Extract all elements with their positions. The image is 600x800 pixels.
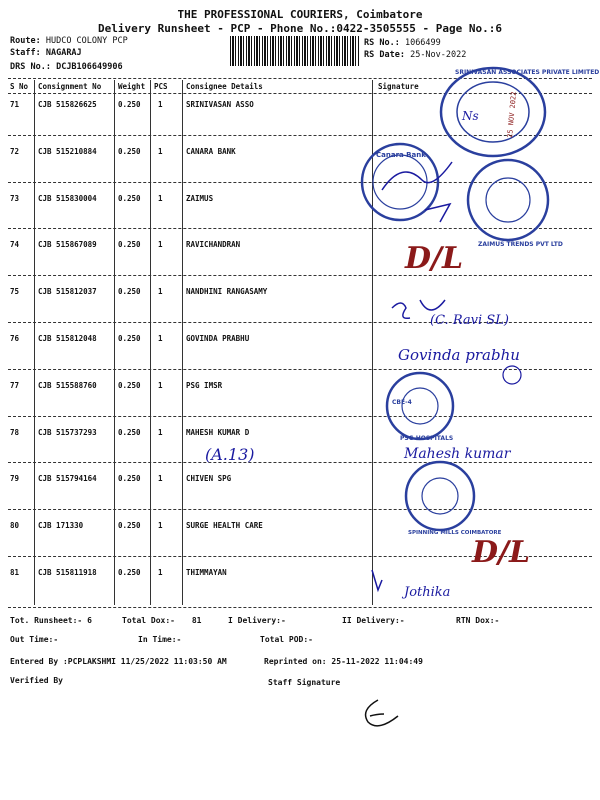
row-pcs: 1 <box>158 240 163 250</box>
psg-cbe-text: CBE-4 <box>392 399 412 406</box>
row-consignment-no: CJB 515811918 <box>38 568 97 577</box>
row-consignee: SRINIVASAN ASSO <box>186 100 254 109</box>
row-weight: 0.250 <box>118 100 141 109</box>
handwriting-row74: D/L <box>405 241 464 276</box>
row-pcs: 1 <box>158 146 163 156</box>
stamp-date: 25 NOV 2022 <box>506 91 519 139</box>
out-time: Out Time:- <box>10 635 59 644</box>
row-consignment-no: CJB 515812048 <box>38 334 97 343</box>
row-weight: 0.250 <box>118 474 141 484</box>
col-consignment: Consignment No <box>38 82 102 91</box>
row-consignee: CANARA BANK <box>186 146 236 156</box>
row-sno: 75 <box>10 287 20 297</box>
row-consignee: MAHESH KUMAR D <box>186 427 250 437</box>
rtn-dox: RTN Dox:- <box>456 616 500 625</box>
row-sno: 79 <box>10 474 20 484</box>
col-sno: S No <box>10 82 29 91</box>
staff-signature-mark <box>366 700 398 726</box>
psg-stamp <box>387 373 453 442</box>
row-consignment-no: CJB 515812037 <box>38 287 97 297</box>
row-pcs: 1 <box>158 521 163 531</box>
row-sno: 74 <box>10 240 20 250</box>
zaimus-stamp <box>425 160 563 248</box>
rs-date-value: 25-Nov-2022 <box>410 50 467 60</box>
row-consignee: GOVINDA PRABHU <box>186 334 250 343</box>
row-pcs: 1 <box>158 380 163 390</box>
col-signature: Signature <box>378 82 419 91</box>
row76-circle <box>503 366 521 384</box>
row-sno: 72 <box>10 146 20 156</box>
zaimus-stamp-text: ZAIMUS TRENDS PVT LTD <box>478 241 563 248</box>
row-consignment-no: CJB 515794164 <box>38 474 97 484</box>
handwriting-row78-sig: Mahesh kumar <box>404 446 511 462</box>
row-sno: 80 <box>10 521 20 531</box>
row-weight: 0.250 <box>118 193 141 203</box>
srinivasan-stamp <box>441 68 599 156</box>
psg-stamp-text: PSG HOSPITALS <box>400 435 454 442</box>
row-sno: 77 <box>10 380 20 390</box>
staff-signature-label: Staff Signature <box>268 678 341 687</box>
row-pcs: 1 <box>158 100 163 109</box>
route-label: Route: <box>10 36 41 46</box>
row-sno: 81 <box>10 568 20 577</box>
total-dox-label: Total Dox:- <box>122 616 175 625</box>
handwriting-row71: Ns <box>462 109 479 123</box>
canara-bank-stamp <box>362 144 452 220</box>
row-consignee: NANDHINI RANGASAMY <box>186 287 268 297</box>
staff-label: Staff: <box>10 48 41 58</box>
route-value: HUDCO COLONY PCP <box>45 36 128 46</box>
row-pcs: 1 <box>158 287 163 297</box>
row-sno: 76 <box>10 334 20 343</box>
row-pcs: 1 <box>158 568 163 577</box>
row-weight: 0.250 <box>118 146 141 156</box>
company-name: THE PROFESSIONAL COURIERS, Coimbatore <box>177 8 423 21</box>
col-consignee: Consignee Details <box>186 82 263 91</box>
i-delivery: I Delivery:- <box>228 616 286 625</box>
spinning-stamp-text: SPINNING MILLS COIMBATORE <box>408 530 502 536</box>
rs-no-value: 1066499 <box>404 38 441 48</box>
row-consignment-no: CJB 515826625 <box>38 100 97 109</box>
row-weight: 0.250 <box>118 427 141 437</box>
staff-value: NAGARAJ <box>45 48 82 58</box>
col-weight: Weight <box>118 82 146 91</box>
handwriting-row78-note: (A.13) <box>205 445 255 464</box>
reprinted-on: Reprinted on: 25-11-2022 11:04:49 <box>264 657 423 666</box>
runsheet-title: Delivery Runsheet - PCP - Phone No.:0422-3505555 - Page No.:6 <box>98 22 502 35</box>
row-sno: 71 <box>10 100 20 109</box>
signature-row81-mark <box>372 570 382 590</box>
row-consignment-no: CJB 171330 <box>38 521 84 531</box>
row-weight: 0.250 <box>118 521 141 531</box>
row-consignment-no: CJB 515737293 <box>38 427 97 437</box>
tot-runsheet-label: Tot. Runsheet:- <box>10 616 83 625</box>
row-consignee: RAVICHANDRAN <box>186 240 241 250</box>
row-weight: 0.250 <box>118 568 141 577</box>
rs-no-label: RS No.: <box>364 38 400 48</box>
drs-value: DCJB106649906 <box>56 62 123 72</box>
in-time: In Time:- <box>138 635 182 644</box>
handwriting-row76: Govinda prabhu <box>398 346 520 364</box>
verified-by: Verified By <box>10 676 63 685</box>
handwriting-row80: D/L <box>472 535 531 570</box>
drs-label: DRS No.: <box>10 62 51 72</box>
entered-by: Entered By :PCPLAKSHMI 11/25/2022 11:03:50 AM <box>10 657 227 666</box>
row-consignee: SURGE HEALTH CARE <box>186 521 263 531</box>
row-pcs: 1 <box>158 193 163 203</box>
row-consignment-no: CJB 515588760 <box>38 380 97 390</box>
col-pcs: PCS <box>154 82 168 91</box>
row-pcs: 1 <box>158 427 163 437</box>
rs-date-label: RS Date: <box>364 50 405 60</box>
row-sno: 73 <box>10 193 20 203</box>
row-consignee: CHIVEN SPG <box>186 474 232 484</box>
ii-delivery: II Delivery:- <box>342 616 405 625</box>
row-consignee: PSG IMSR <box>186 380 223 390</box>
row-weight: 0.250 <box>118 334 141 343</box>
spinning-stamp <box>406 462 502 536</box>
tot-runsheet-value: 6 <box>87 616 92 625</box>
row-consignee: ZAIMUS <box>186 193 214 203</box>
srinivasan-stamp-text: SRINIVASAN ASSOCIATES PRIVATE LIMITED <box>455 69 600 76</box>
handwriting-row75: (C. Ravi SL) <box>430 313 509 328</box>
handwriting-row81: Jothika <box>404 585 451 600</box>
row-consignment-no: CJB 515210884 <box>38 146 97 156</box>
row-consignment-no: CJB 515867089 <box>38 240 97 250</box>
total-pod: Total POD:- <box>260 635 313 644</box>
row-consignee: THIMMAYAN <box>186 568 227 577</box>
total-dox-value: 81 <box>191 616 202 625</box>
row-pcs: 1 <box>158 334 163 343</box>
row-weight: 0.250 <box>118 240 141 250</box>
canara-stamp-text: Canara Bank <box>376 151 426 159</box>
row-sno: 78 <box>10 427 20 437</box>
row-weight: 0.250 <box>118 380 141 390</box>
row-consignment-no: CJB 515830004 <box>38 193 97 203</box>
row-weight: 0.250 <box>118 287 141 297</box>
row-pcs: 1 <box>158 474 163 484</box>
